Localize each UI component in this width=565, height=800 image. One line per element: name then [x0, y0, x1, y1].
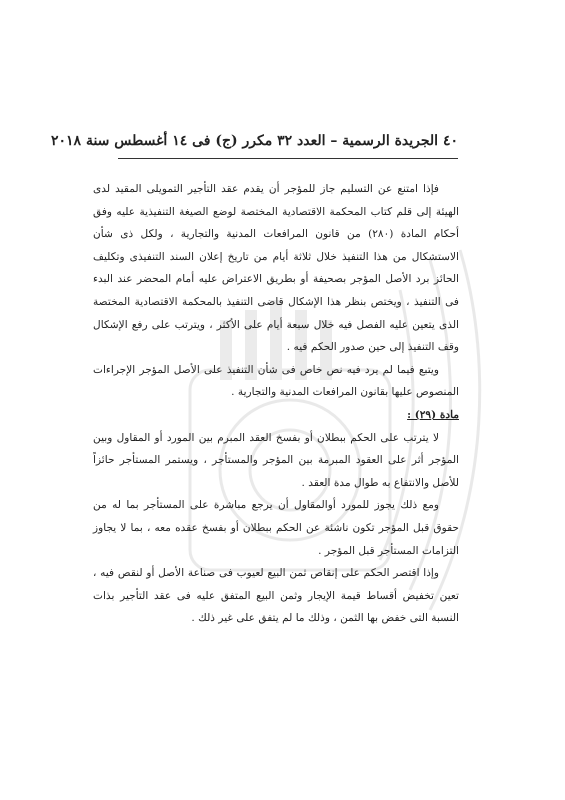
paragraph: وإذا اقتصر الحكم على إنقاص ثمن البيع لعيوب فى صناعة الأصل أو لنقص فيه ، تعين تخفيض أقساط قيمة الإيجار وثمن البيع المتفق عليه فى عقد التأجير بذات النسبة التى خفض بها الثمن ، وذلك ما لم يتفق على غير ذلك . [93, 567, 459, 625]
paragraph: ومع ذلك يجوز للمورد أوالمقاول أن يرجع مباشرة على المستأجر بما له من حقوق قبل المؤجر تكون ناشئة عن الحكم ببطلان أو بفسخ عقده معه ، بما لا يجاوز التزامات المستأجر قبل المؤجر . [93, 499, 459, 557]
article-heading: مادة (٢٩) : [407, 408, 459, 421]
document-body [93, 178, 459, 630]
paragraph: فإذا امتنع عن التسليم جاز للمؤجر أن يقدم عقد التأجير التمويلى المقيد لدى الهيئة إلى قلم كتاب المحكمة الاقتصادية المختصة لوضع الصيغة التنفيذية عليه وفق أحكام المادة (٢٨٠) من قانون المرافعات المدنية والتجارية ، ولكل ذى شأن الاستشكال من هذا التنفيذ خلال ثلاثة أيام من تاريخ إعلان السند التنفيذى وتكليف الحائز برد الأصل المؤجر بصحيفة أو بطريق الاعتراض عليه أمام المحضر عند البدء فى التنفيذ ، ويختص بنظر هذا الإشكال قاضى التنفيذ بالمحكمة الاقتصادية المختصة الذى يتعين عليه الفصل فيه خلال سبعة أيام على الأكثر ، ويترتب على رفع الإشكال وقف التنفيذ إلى حين صدور الحكم فيه . [93, 183, 459, 354]
header-divider [118, 158, 458, 159]
paragraph: ويتبع فيما لم يرد فيه نص خاص فى شأن التنفيذ على الأصل المؤجر الإجراءات المنصوص عليها بقانون المرافعات المدنية والتجارية . [93, 363, 459, 399]
paragraph: لا يترتب على الحكم ببطلان أو بفسخ العقد المبرم بين المورد أو المقاول وبين المؤجر أثر على العقود المبرمة بين المؤجر والمستأجر ، ويستمر المستأجر حائزاً للأصل والانتفاع به طوال مدة العقد . [93, 431, 459, 489]
page-header: ٤٠ الجريدة الرسمية – العدد ٣٢ مكرر (ج) فى ١٤ أغسطس سنة ٢٠١٨ [51, 133, 458, 149]
